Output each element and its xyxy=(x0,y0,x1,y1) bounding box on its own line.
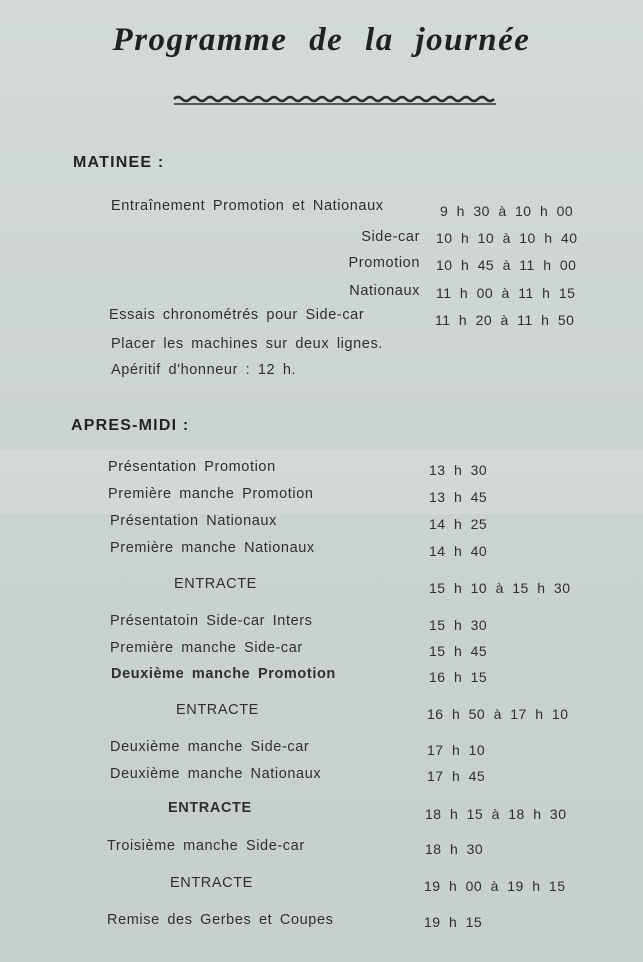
pm-label-3: Présentation Nationaux xyxy=(110,513,277,529)
pm-time-7: 15 h 45 xyxy=(429,643,488,659)
matinee-label-5: Essais chronométrés pour Side-car xyxy=(109,307,365,323)
scan-band xyxy=(0,450,643,514)
matinee-time-1: 9 h 30 à 10 h 00 xyxy=(440,203,574,219)
matinee-time-4: 11 h 00 à 11 h 15 xyxy=(436,285,576,301)
pm-label-12: ENTRACTE xyxy=(168,800,252,816)
pm-label-9: ENTRACTE xyxy=(176,702,259,718)
matinee-note-2: Apéritif d'honneur : 12 h. xyxy=(111,362,297,378)
pm-time-6: 15 h 30 xyxy=(429,617,488,633)
matinee-label-4: Nationaux xyxy=(349,283,420,299)
pm-label-7: Première manche Side-car xyxy=(110,640,303,656)
pm-label-13: Troisième manche Side-car xyxy=(107,838,305,854)
pm-time-9: 16 h 50 à 17 h 10 xyxy=(427,706,569,722)
wavy-divider xyxy=(172,90,498,108)
pm-label-11: Deuxième manche Nationaux xyxy=(110,766,322,782)
pm-time-8: 16 h 15 xyxy=(429,669,488,685)
pm-time-13: 18 h 30 xyxy=(425,841,484,857)
pm-time-12: 18 h 15 à 18 h 30 xyxy=(425,806,567,822)
page-title: Programme de la journée xyxy=(112,22,531,58)
pm-time-4: 14 h 40 xyxy=(429,543,488,559)
matinee-label-3: Promotion xyxy=(348,255,420,271)
pm-time-10: 17 h 10 xyxy=(427,742,486,758)
pm-label-14: ENTRACTE xyxy=(170,875,253,891)
pm-time-15: 19 h 15 xyxy=(424,914,483,930)
matinee-time-3: 10 h 45 à 11 h 00 xyxy=(436,257,577,273)
pm-label-5: ENTRACTE xyxy=(174,576,257,592)
pm-time-14: 19 h 00 à 19 h 15 xyxy=(424,878,566,894)
pm-label-10: Deuxième manche Side-car xyxy=(110,739,310,755)
pm-label-2: Première manche Promotion xyxy=(108,486,314,502)
pm-label-15: Remise des Gerbes et Coupes xyxy=(107,912,334,928)
matinee-time-2: 10 h 10 à 10 h 40 xyxy=(436,230,578,246)
pm-time-2: 13 h 45 xyxy=(429,489,488,505)
matinee-heading: MATINEE : xyxy=(73,154,165,171)
pm-label-6: Présentatoin Side-car Inters xyxy=(110,613,313,629)
pm-time-11: 17 h 45 xyxy=(427,768,486,784)
pm-label-4: Première manche Nationaux xyxy=(110,540,315,556)
matinee-time-5: 11 h 20 à 11 h 50 xyxy=(435,312,575,328)
pm-time-5: 15 h 10 à 15 h 30 xyxy=(429,580,571,596)
matinee-note-1: Placer les machines sur deux lignes. xyxy=(111,336,383,352)
matinee-label-1: Entraînement Promotion et Nationaux xyxy=(111,198,384,214)
matinee-label-2: Side-car xyxy=(361,229,420,245)
pm-time-1: 13 h 30 xyxy=(429,462,488,478)
pm-label-8: Deuxième manche Promotion xyxy=(111,666,336,682)
pm-label-1: Présentation Promotion xyxy=(108,459,276,475)
pm-time-3: 14 h 25 xyxy=(429,516,488,532)
apres-midi-heading: APRES-MIDI : xyxy=(71,417,190,434)
